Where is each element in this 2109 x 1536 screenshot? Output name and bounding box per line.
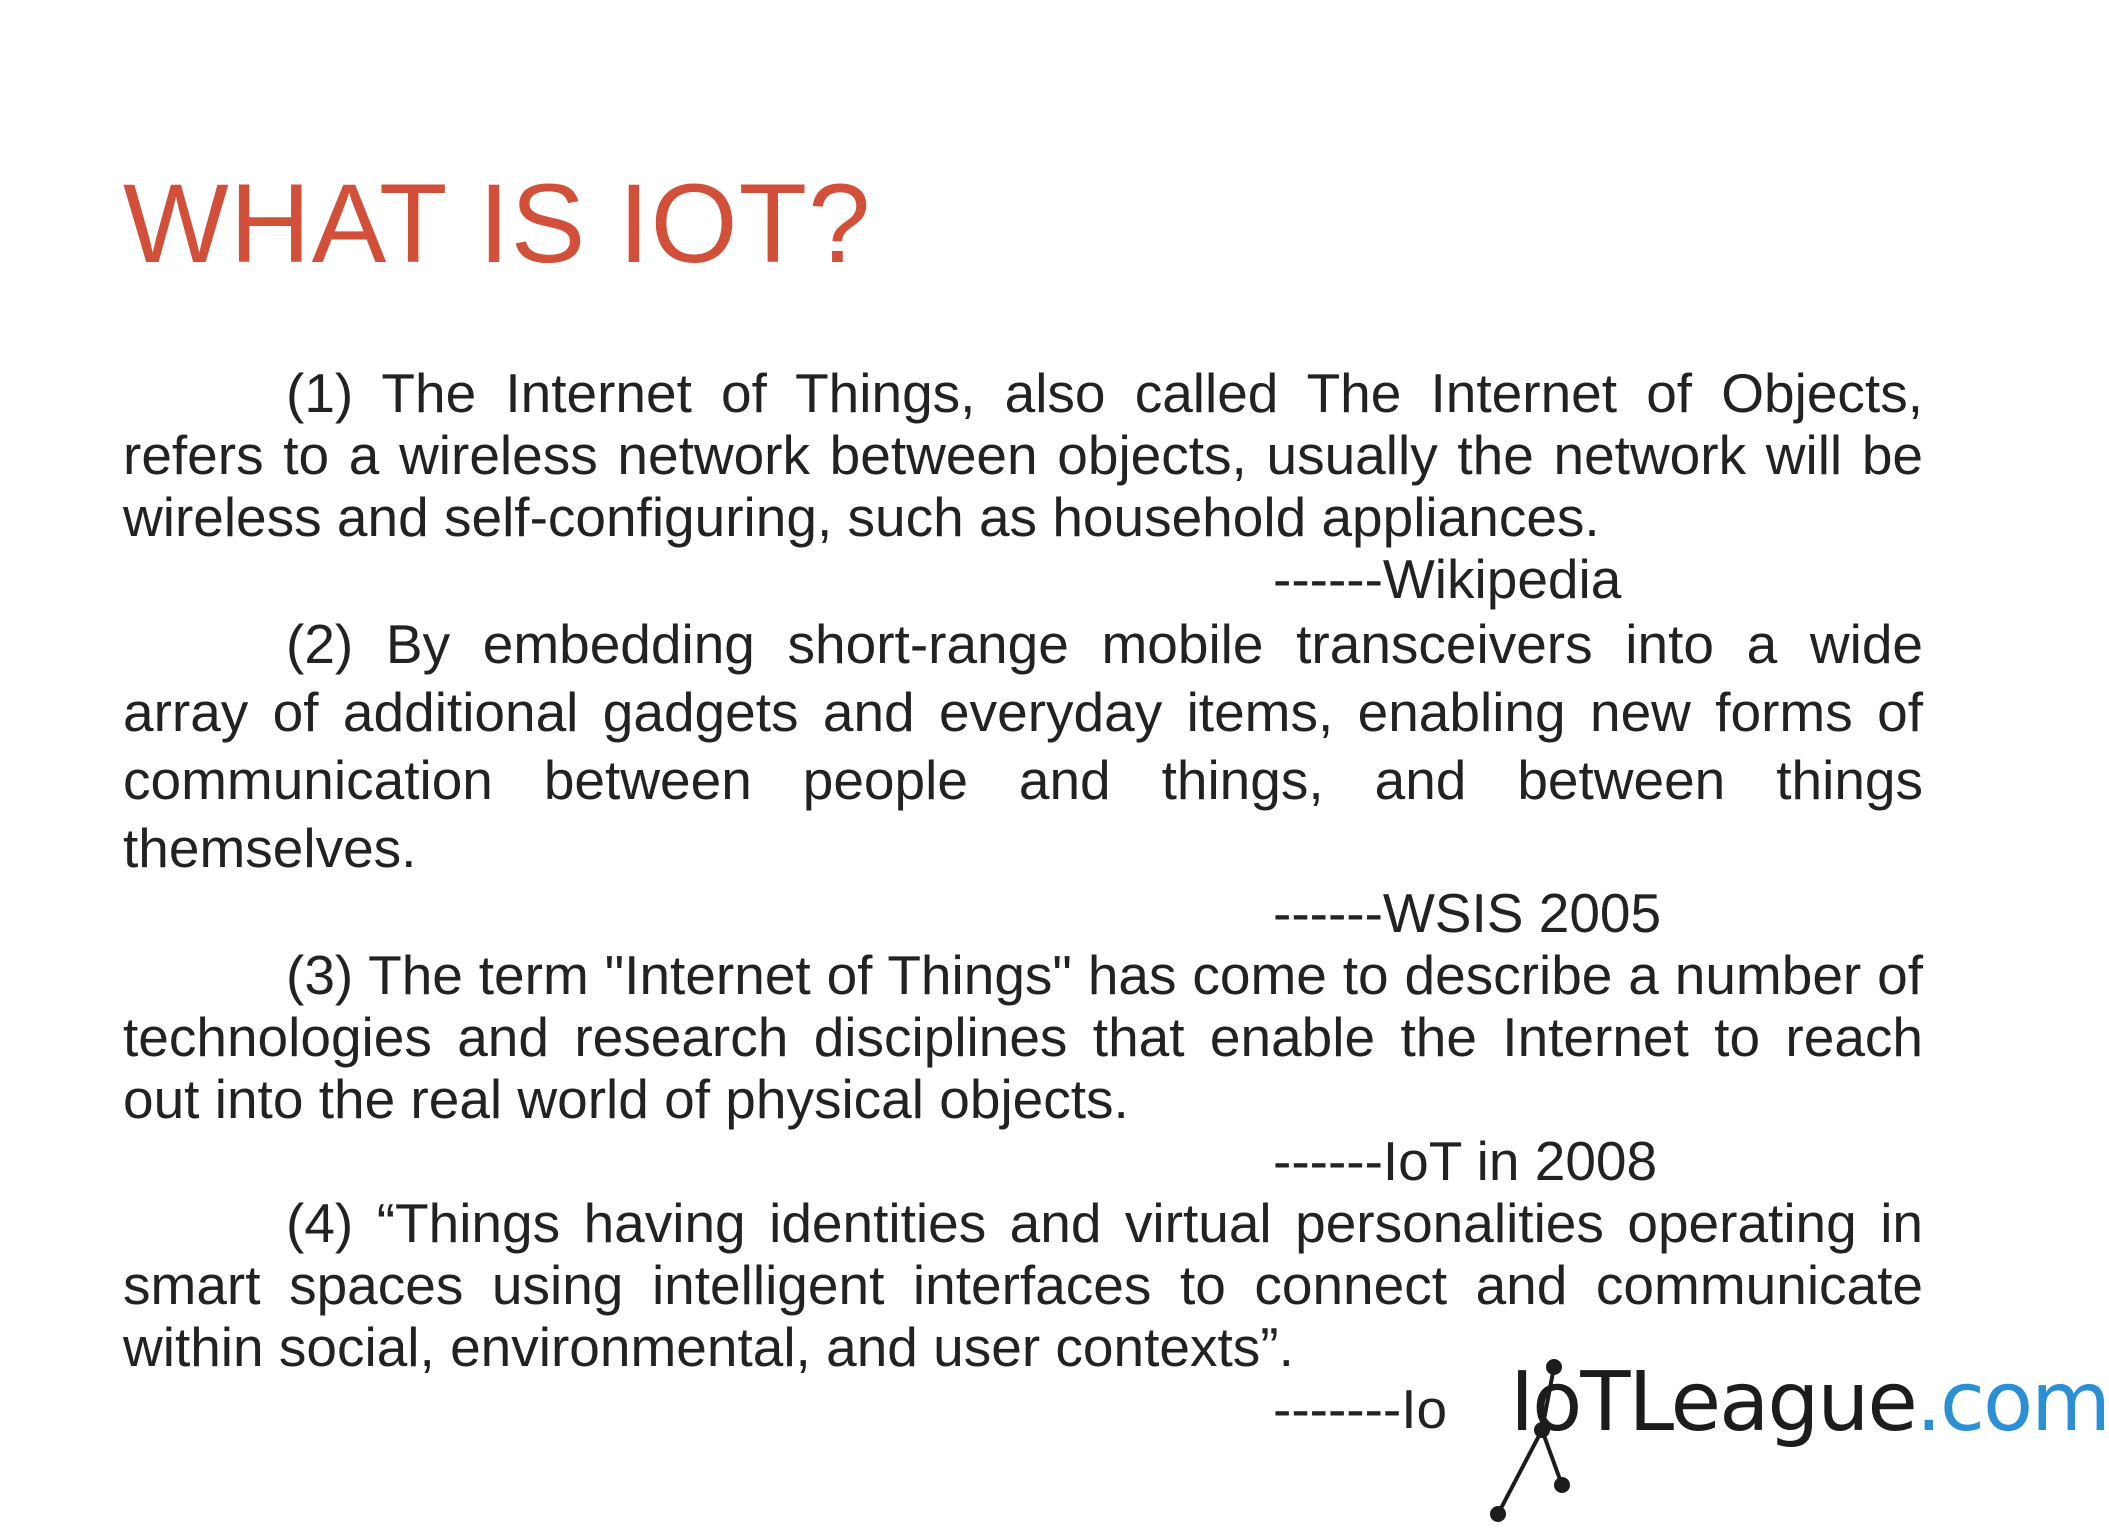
- definition-3-source: ------IoT in 2008: [1273, 1130, 1658, 1192]
- logo-main-text: IoTLeague: [1510, 1355, 1916, 1450]
- definition-2: (2) By embedding short-range mobile transceivers into a wide array of additional gadgets and everyday items, enabling new forms of communication between people and things, and between things themselves.: [123, 613, 1923, 879]
- definition-4: (4) “Things having identities and virtual personalities operating in smart spaces using intelligent interfaces to connect and communicate within social, environmental, and user contexts”.: [123, 1192, 1923, 1378]
- slide-title: WHAT IS IOT?: [123, 161, 872, 286]
- definition-2-source: ------WSIS 2005: [1273, 882, 1662, 944]
- definitions-list: [123, 362, 1923, 1440]
- definition-4-source: -------Io: [1273, 1378, 1448, 1440]
- logo-suffix-text: .com: [1915, 1355, 2109, 1450]
- definition-1-source: ------Wikipedia: [1273, 548, 1622, 610]
- logo-wordmark: [1510, 1355, 2109, 1450]
- iotleague-logo: [1480, 1342, 2109, 1532]
- definition-3: (3) The term "Internet of Things" has come to describe a number of technologies and research disciplines that enable the Internet to reach out into the real world of physical objects.: [123, 944, 1923, 1130]
- definition-1: (1) The Internet of Things, also called The Internet of Objects, refers to a wireless network between objects, usually the network will be wireless and self-configuring, such as household appliances.: [123, 362, 1923, 548]
